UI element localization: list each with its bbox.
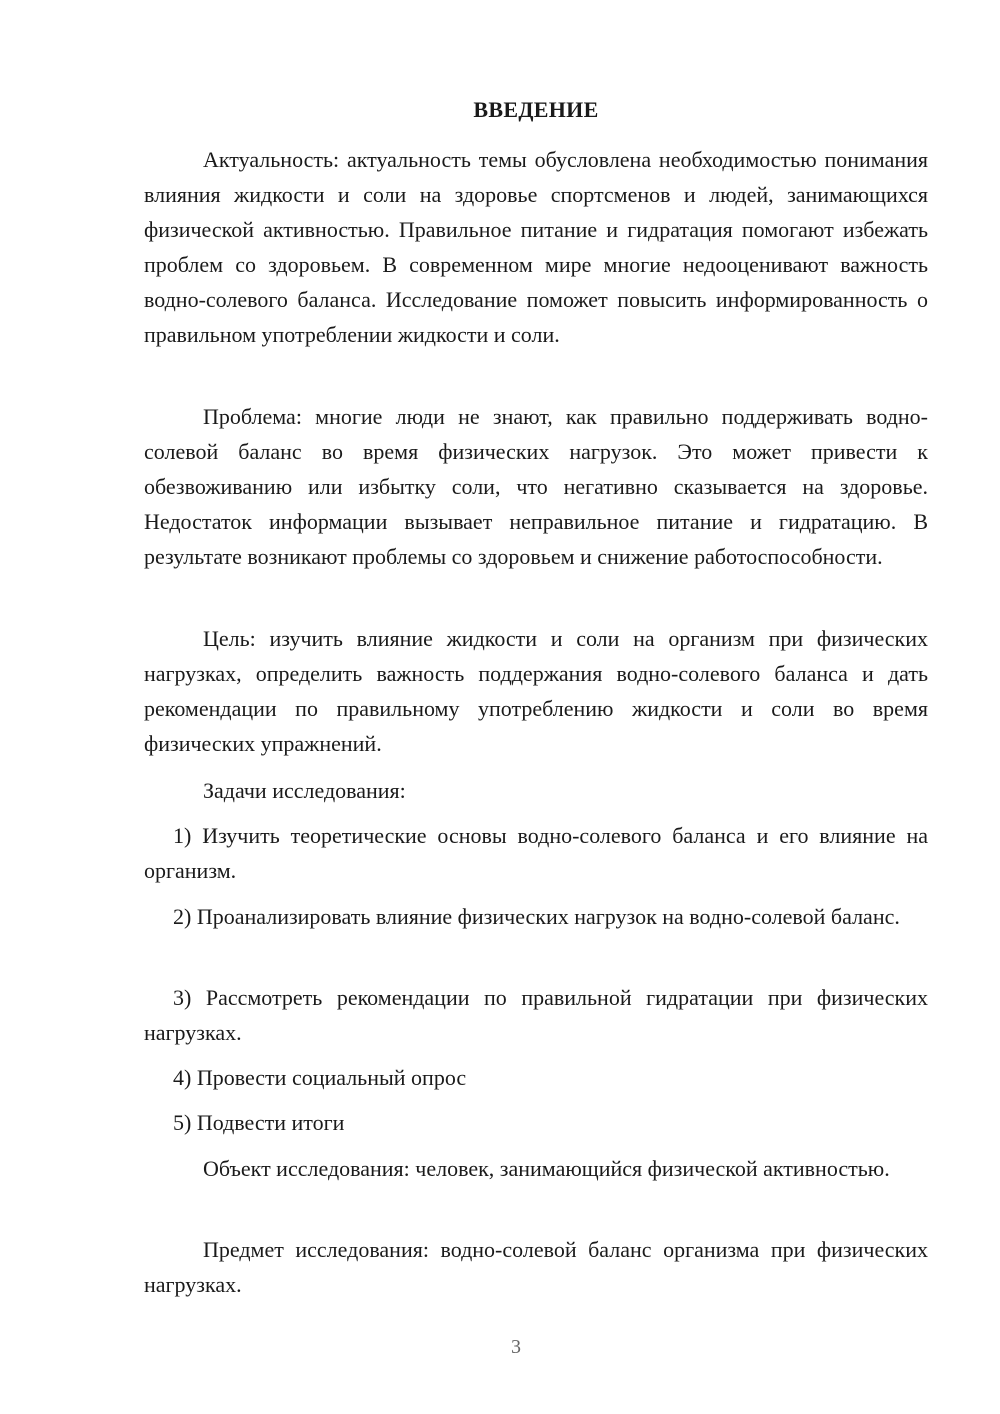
page-number: 3 <box>511 1336 521 1358</box>
object-paragraph: Объект исследования: человек, занимающийся физической активностью. <box>203 1156 890 1181</box>
task-item: 5) Подвести итоги <box>173 1110 345 1135</box>
problem-paragraph: Проблема: многие люди не знают, как правильно поддерживать водно-солевой баланс во время физических нагрузок. Это может привести к обезвоживанию или избытку соли, что негативно сказывается на здоровье. Недостаток информации вызывает неправильное питание и гидратацию. В результате возникают проблемы со здоровьем и снижение работоспособности. <box>144 404 928 569</box>
section-title: ВВЕДЕНИЕ <box>473 97 599 122</box>
tasks-heading: Задачи исследования: <box>203 778 406 803</box>
relevance-paragraph: Актуальность: актуальность темы обусловлена необходимостью понимания влияния жидкости и соли на здоровье спортсменов и людей, занимающихся физической активностью. Правильное питание и гидратация помогают избежать проблем со здоровьем. В современном мире многие недооценивают важность водно-солевого баланса. Исследование поможет повысить информированность о правильном употреблении жидкости и соли. <box>144 147 928 347</box>
goal-paragraph: Цель: изучить влияние жидкости и соли на организм при физических нагрузках, определить важность поддержания водно-солевого баланса и дать рекомендации по правильному употреблению жидкости и соли во время физических упражнений. <box>144 626 928 756</box>
document-page <box>144 0 928 1414</box>
task-item: 3) Рассмотреть рекомендации по правильной гидратации при физических нагрузках. <box>144 985 928 1045</box>
task-item: 2) Проанализировать влияние физических нагрузок на водно-солевой баланс. <box>173 904 900 929</box>
task-item: 4) Провести социальный опрос <box>173 1065 467 1090</box>
subject-paragraph: Предмет исследования: водно-солевой баланс организма при физических нагрузках. <box>144 1237 928 1297</box>
task-item: 1) Изучить теоретические основы водно-солевого баланса и его влияние на организм. <box>144 823 928 883</box>
